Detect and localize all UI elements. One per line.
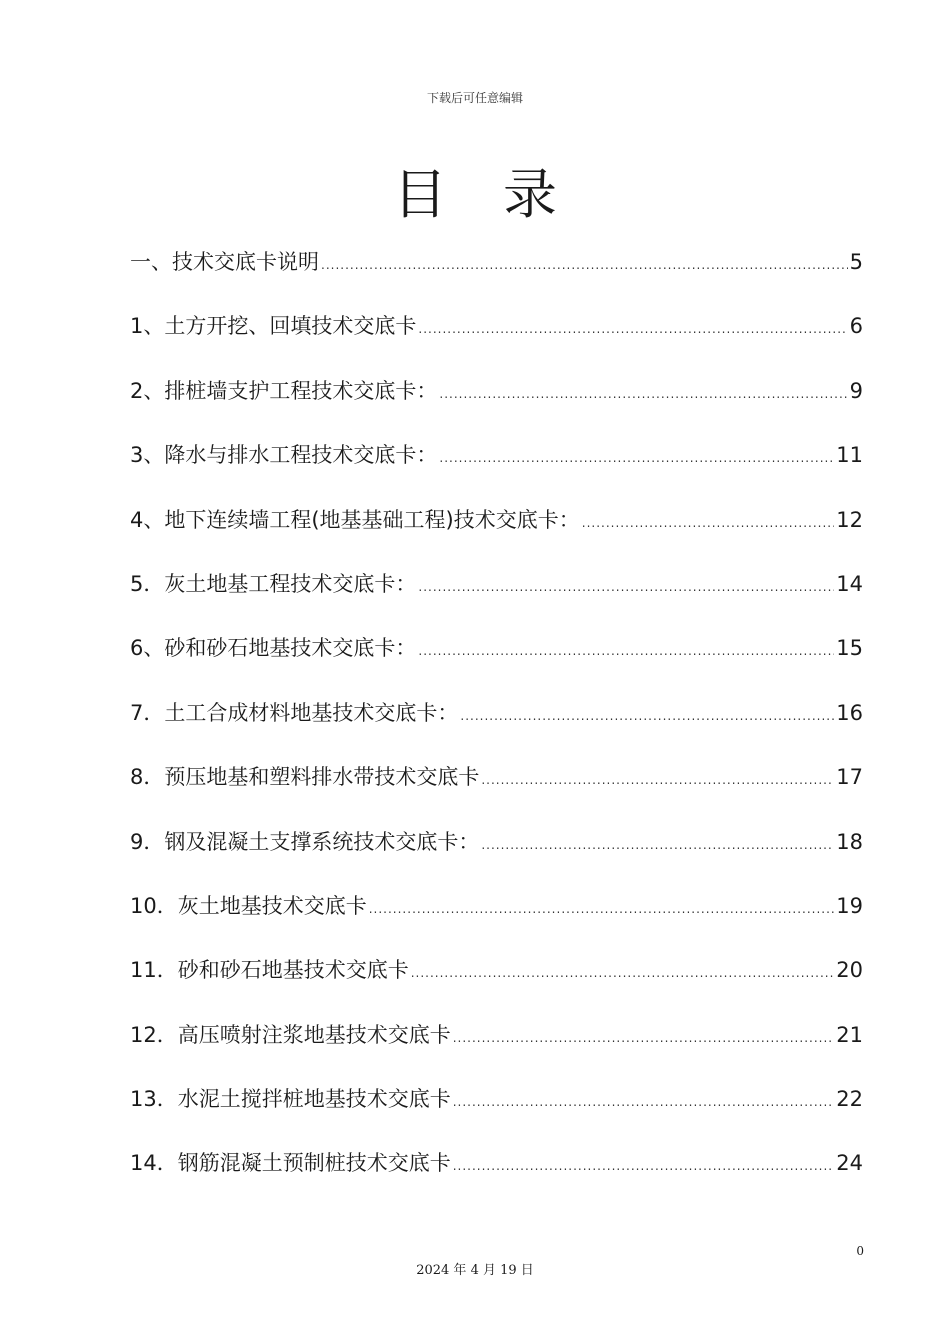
toc-entry[interactable] xyxy=(130,696,863,760)
toc-entry-page: 22 xyxy=(836,1087,863,1112)
toc-entry-title: 2、排桩墙支护工程技术交底卡： xyxy=(130,378,438,403)
toc-leader-dots xyxy=(453,1021,835,1055)
toc-leader-dots xyxy=(411,956,835,990)
toc-entry-title: 10．灰土地基技术交底卡 xyxy=(130,893,367,918)
toc-entry[interactable] xyxy=(130,245,863,309)
toc-leader-dots xyxy=(418,312,847,346)
toc-entry[interactable] xyxy=(130,567,863,631)
toc-leader-dots xyxy=(481,763,834,797)
toc-entry-page: 24 xyxy=(836,1151,863,1176)
toc-entry-page: 15 xyxy=(836,636,863,661)
toc-entry[interactable] xyxy=(130,760,863,824)
toc-entry-title: 7．土工合成材料地基技术交底卡： xyxy=(130,700,459,725)
toc-entry-page: 16 xyxy=(836,700,863,725)
toc-entry-page: 11 xyxy=(836,443,863,468)
toc-entry-page: 12 xyxy=(836,507,863,532)
toc-leader-dots xyxy=(418,634,834,668)
toc-entry-title: 8．预压地基和塑料排水带技术交底卡 xyxy=(130,765,480,790)
toc-leader-dots xyxy=(460,699,834,733)
table-of-contents xyxy=(130,245,863,1211)
toc-entry[interactable] xyxy=(130,438,863,502)
toc-entry-title: 一、技术交底卡说明 xyxy=(130,250,319,274)
toc-entry[interactable] xyxy=(130,825,863,889)
toc-entry[interactable] xyxy=(130,889,863,953)
toc-entry-title: 1、土方开挖、回填技术交底卡 xyxy=(130,314,417,339)
toc-entry[interactable] xyxy=(130,1018,863,1082)
toc-entry-title: 14．钢筋混凝土预制桩技术交底卡 xyxy=(130,1151,451,1176)
toc-entry-title: 5．灰土地基工程技术交底卡： xyxy=(130,571,417,596)
toc-entry-page: 6 xyxy=(849,314,863,339)
toc-entry-page: 9 xyxy=(849,378,863,403)
toc-leader-dots xyxy=(418,570,834,604)
toc-entry-page: 20 xyxy=(836,958,863,983)
header-note: 下载后可任意编辑 xyxy=(426,91,523,105)
toc-entry-page: 21 xyxy=(836,1022,863,1047)
toc-entry[interactable] xyxy=(130,953,863,1017)
toc-entry-page: 19 xyxy=(836,893,863,918)
footer-date: 2024 年 4 月 19 日 xyxy=(416,1263,534,1278)
toc-entry-page: 14 xyxy=(836,571,863,596)
toc-entry-title: 11．砂和砂石地基技术交底卡 xyxy=(130,958,409,983)
toc-entry-title: 13．水泥土搅拌桩地基技术交底卡 xyxy=(130,1087,451,1112)
toc-entry-page: 5 xyxy=(849,250,863,274)
toc-entry[interactable] xyxy=(130,309,863,373)
toc-entry-title: 9．钢及混凝土支撑系统技术交底卡： xyxy=(130,829,480,854)
toc-leader-dots xyxy=(439,377,847,411)
toc-leader-dots xyxy=(369,892,835,926)
toc-leader-dots xyxy=(439,441,834,475)
toc-leader-dots xyxy=(453,1149,835,1183)
toc-entry[interactable] xyxy=(130,374,863,438)
toc-leader-dots xyxy=(453,1085,835,1119)
toc-leader-dots xyxy=(321,248,848,282)
toc-leader-dots xyxy=(481,828,834,862)
toc-entry-title: 4、地下连续墙工程(地基基础工程)技术交底卡： xyxy=(130,507,580,532)
toc-entry-title: 12．高压喷射注浆地基技术交底卡 xyxy=(130,1022,451,1047)
page-title: 目录 xyxy=(393,163,613,227)
toc-entry-page: 17 xyxy=(836,765,863,790)
page-number: 0 xyxy=(856,1244,864,1258)
toc-entry-page: 18 xyxy=(836,829,863,854)
toc-entry-title: 6、砂和砂石地基技术交底卡： xyxy=(130,636,417,661)
toc-entry[interactable] xyxy=(130,1082,863,1146)
toc-leader-dots xyxy=(582,506,835,540)
toc-entry[interactable] xyxy=(130,631,863,695)
toc-entry[interactable] xyxy=(130,503,863,567)
toc-entry[interactable] xyxy=(130,1146,863,1210)
toc-entry-title: 3、降水与排水工程技术交底卡： xyxy=(130,443,438,468)
